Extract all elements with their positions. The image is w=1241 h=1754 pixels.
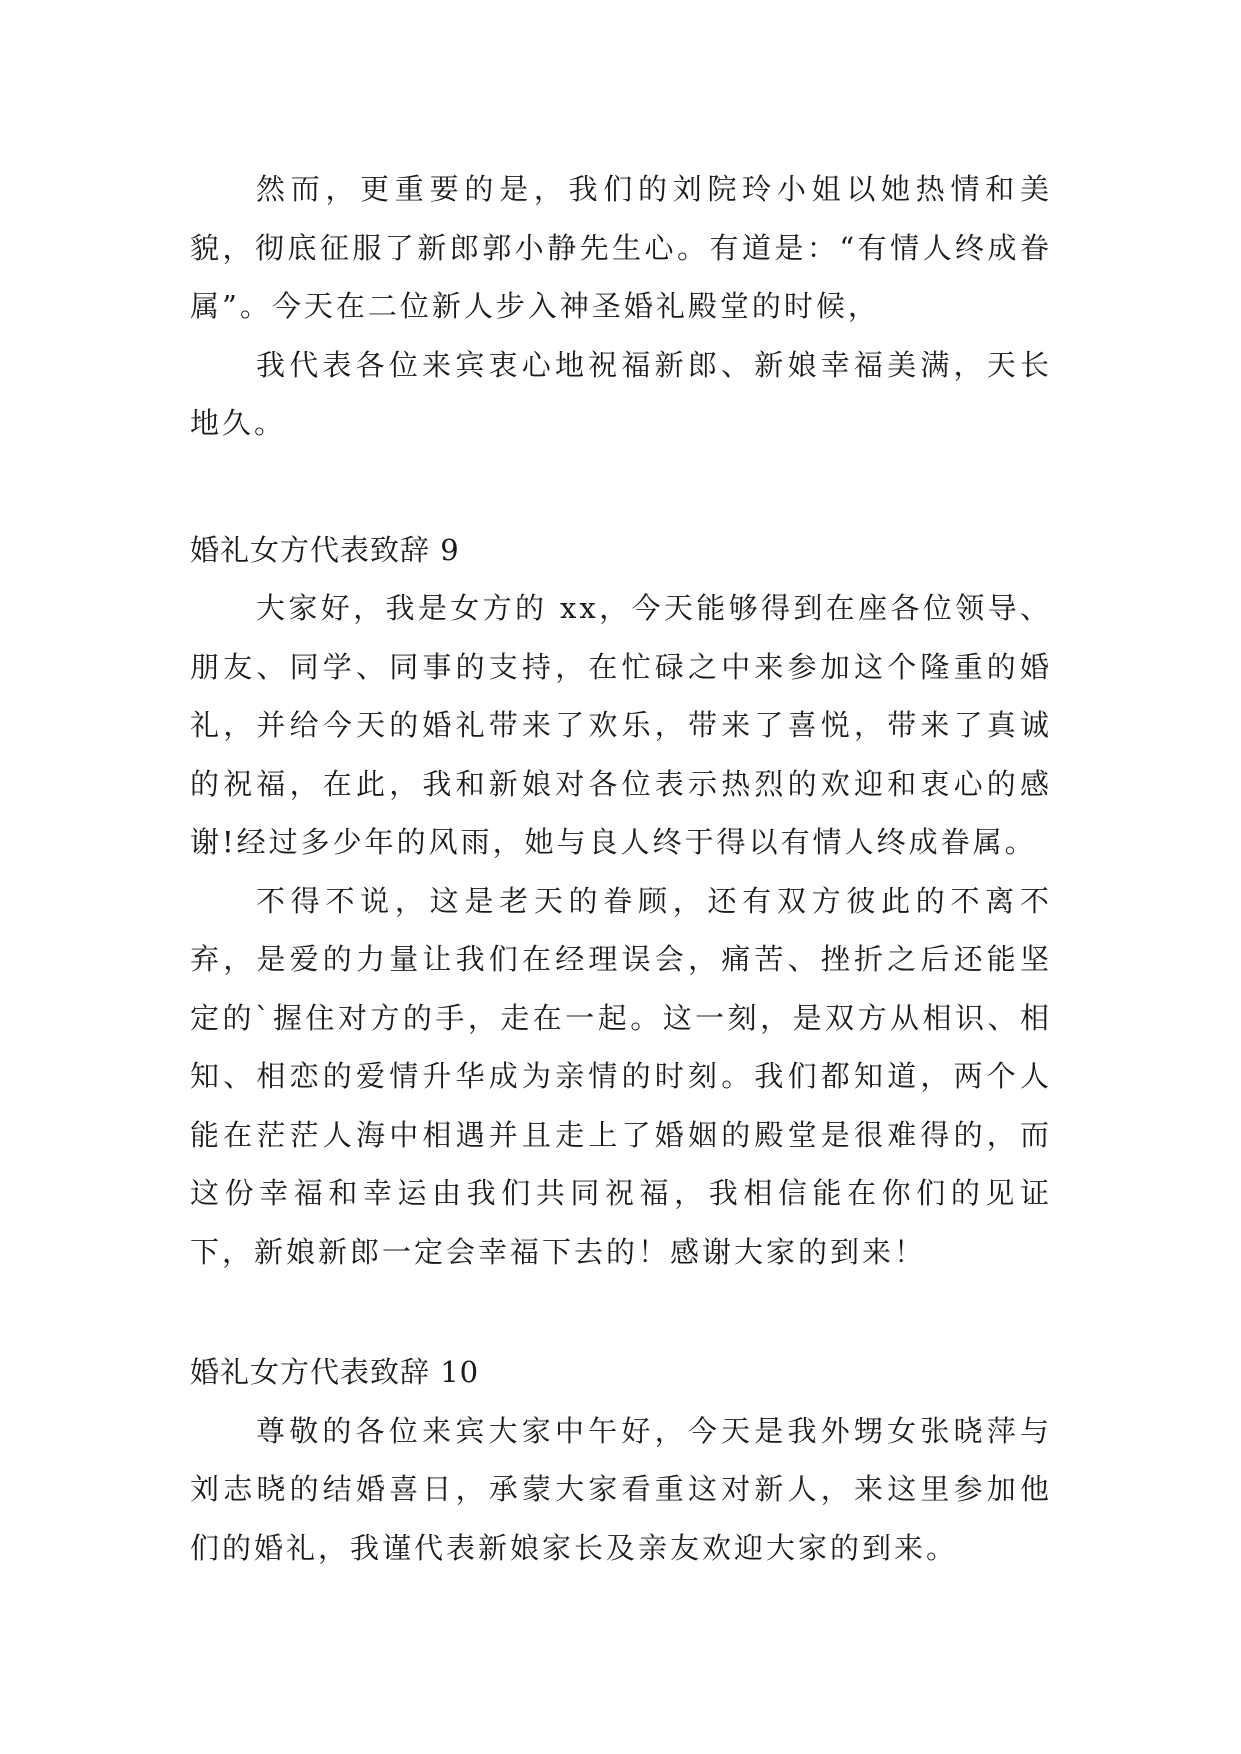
document-page [190, 160, 1052, 1577]
section-heading: 婚礼女方代表致辞 9 [190, 532, 460, 567]
section-heading: 婚礼女方代表致辞 10 [190, 1355, 480, 1389]
paragraph: 不得不说，这是老天的眷顾，还有双方彼此的不离不弃，是爱的力量让我们在经理误会，痛苦、挫折之后还能坚定的`握住对方的手，走在一起。这一刻，是双方从相识、相知、相恋的爱情升华成为亲情的时刻。我们都知道，两个人能在茫茫人海中相遇并且走上了婚姻的殿堂是很难得的，而这份幸福和幸运由我们共同祝福，我相信能在你们的见证下，新娘新郎一定会幸福下去的！感谢大家的到来！ [190, 883, 1052, 1269]
paragraph: 尊敬的各位来宾大家中午好，今天是我外甥女张晓萍与刘志晓的结婚喜日，承蒙大家看重这对新人，来这里参加他们的婚礼，我谨代表新娘家长及亲友欢迎大家的到来。 [190, 1413, 1052, 1565]
section-spacer [190, 1281, 1052, 1343]
paragraph: 我代表各位来宾衷心地祝福新郎、新娘幸福美满，天长地久。 [190, 347, 1052, 440]
paragraph: 大家好，我是女方的 xx，今天能够得到在座各位领导、朋友、同学、同事的支持，在忙碌之中来参加这个隆重的婚礼，并给今天的婚礼带来了欢乐，带来了喜悦，带来了真诚的祝福，在此，我和新娘对各位表示热烈的欢迎和衷心的感谢!经过多少年的风雨，她与良人终于得以有情人终成眷属。 [190, 591, 1052, 859]
section-spacer [190, 453, 1052, 521]
paragraph: 然而，更重要的是，我们的刘院玲小姐以她热情和美貌，彻底征服了新郎郭小静先生心。有道是：“有情人终成眷属”。今天在二位新人步入神圣婚礼殿堂的时候， [190, 172, 1052, 323]
